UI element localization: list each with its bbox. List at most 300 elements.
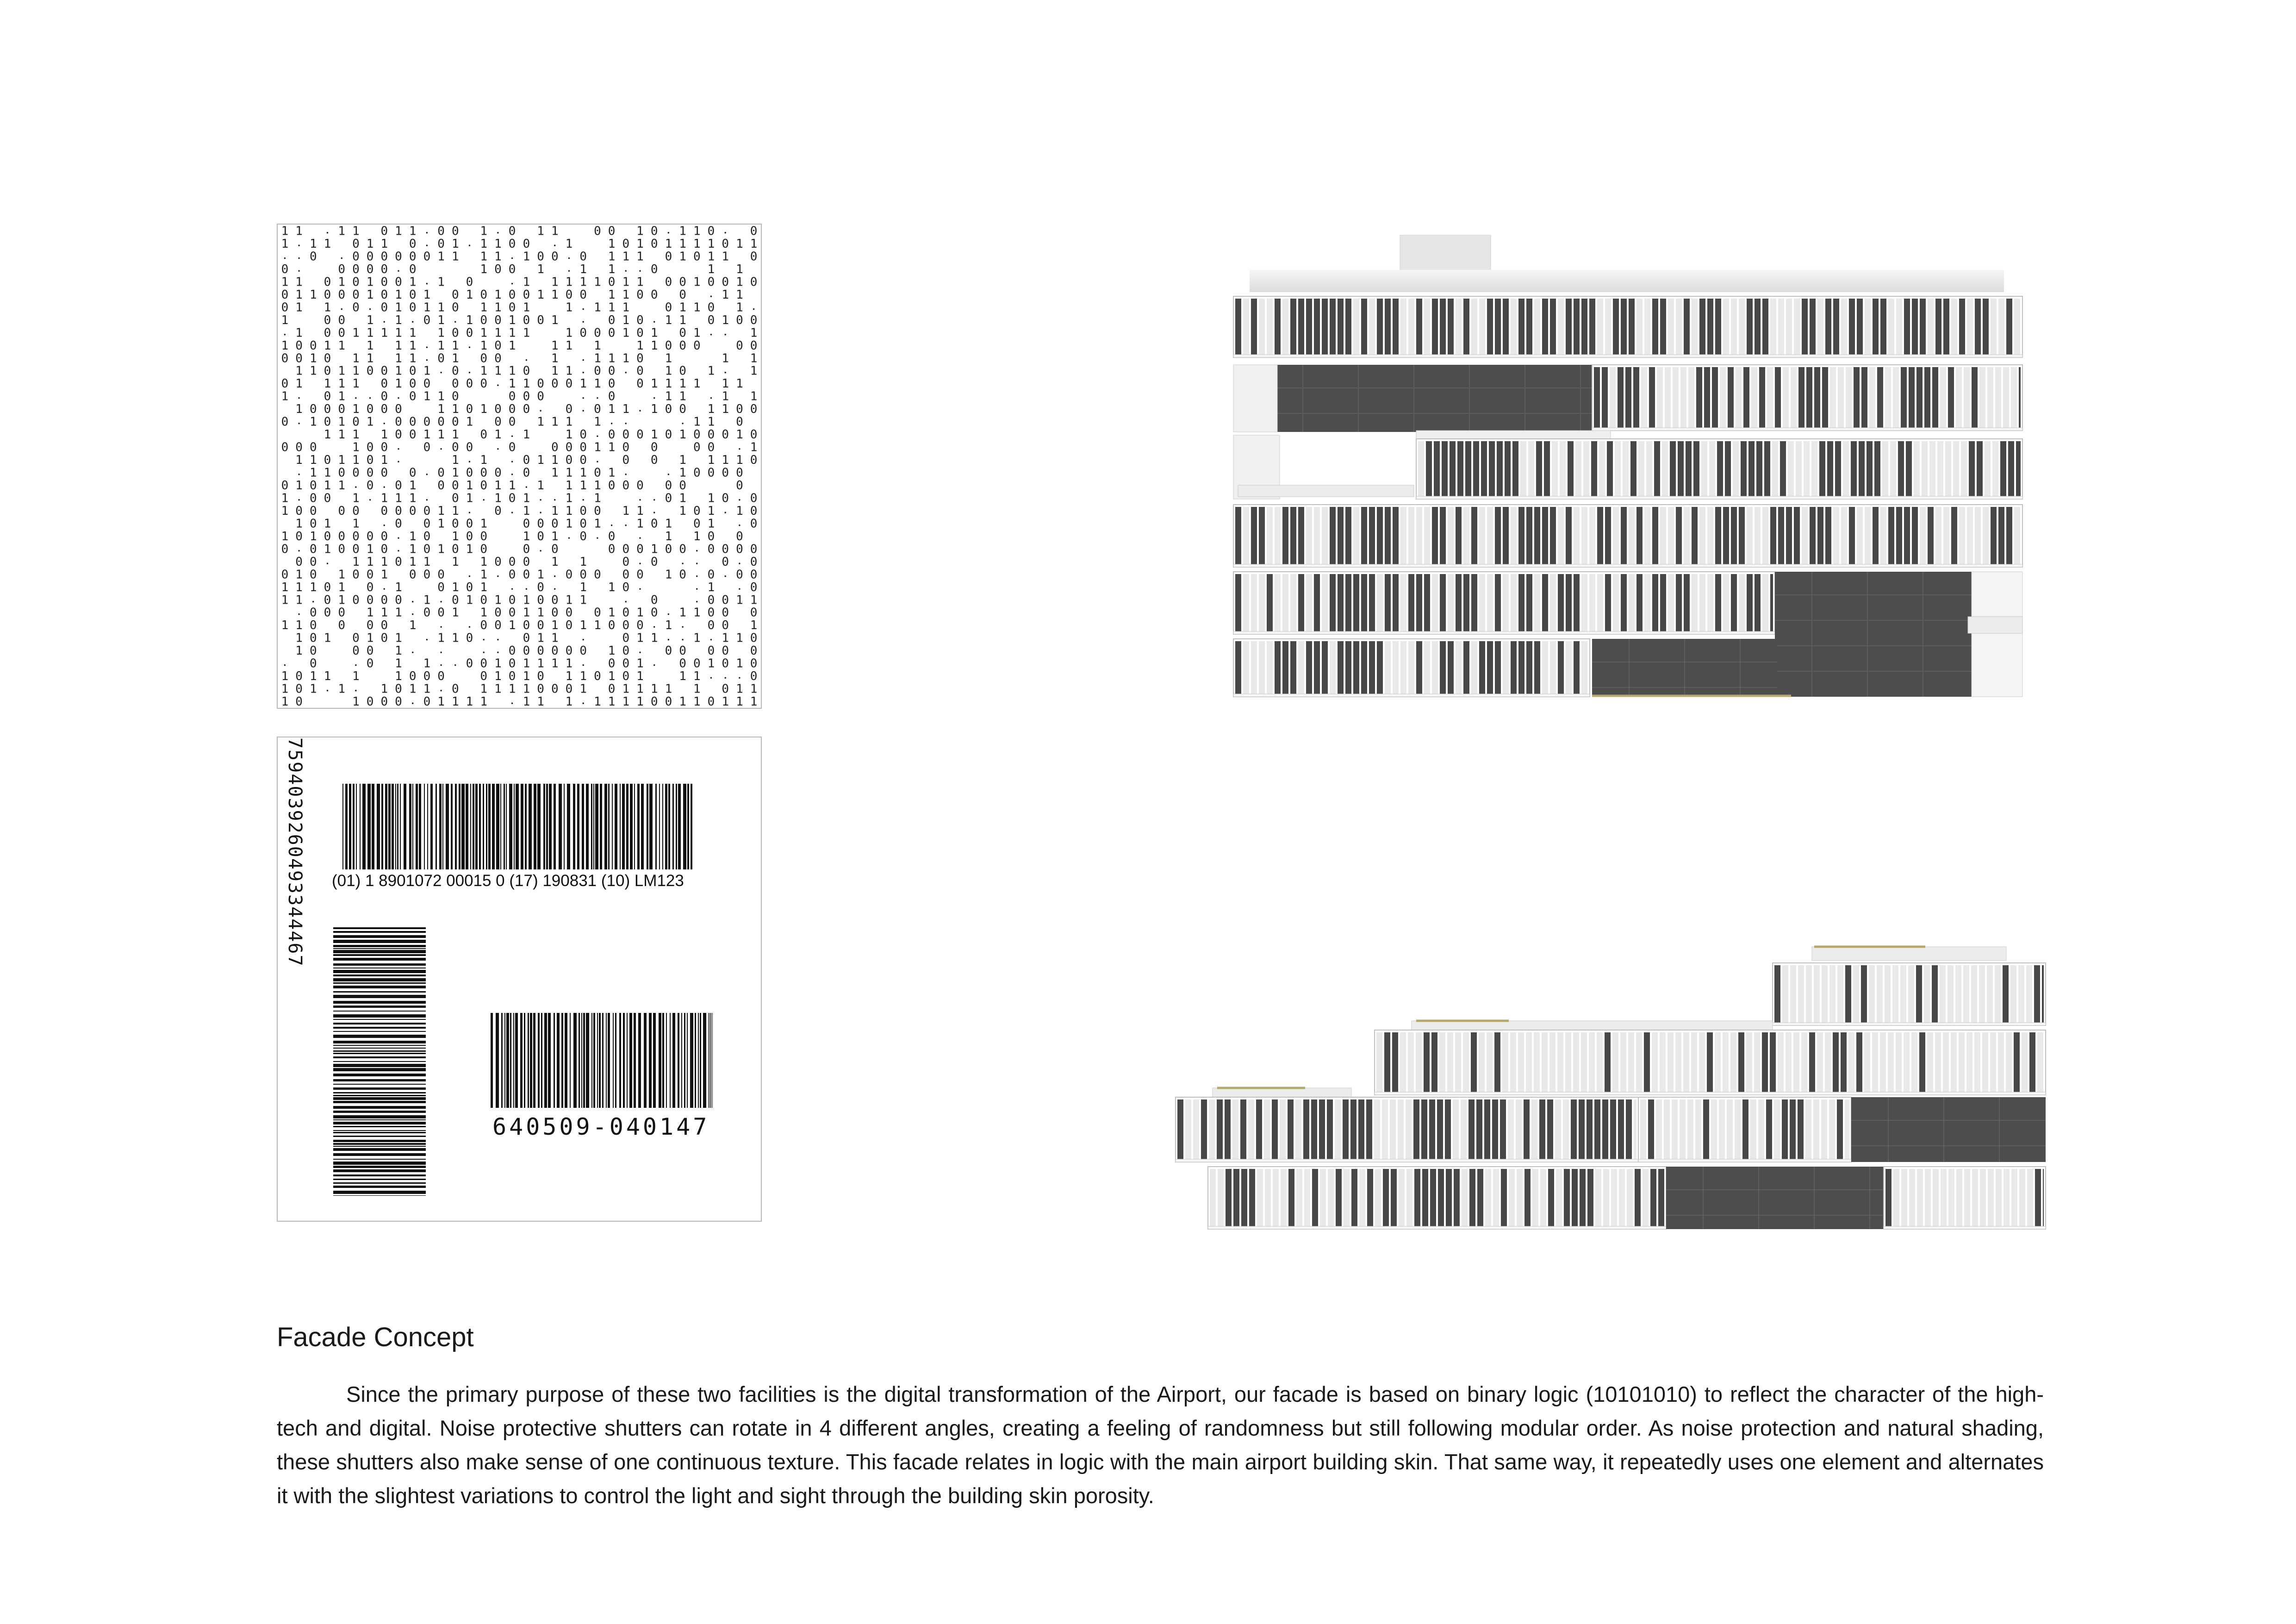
svg-text:1: 1	[579, 479, 587, 493]
svg-text:1: 1	[309, 351, 317, 366]
svg-text:1: 1	[423, 656, 431, 671]
svg-text:0: 0	[622, 644, 630, 658]
svg-text:1: 1	[451, 351, 459, 366]
svg-text:•: •	[709, 395, 713, 402]
svg-text:0: 0	[324, 351, 331, 366]
svg-text:1: 1	[324, 542, 331, 556]
svg-text:0: 0	[324, 402, 331, 417]
svg-text:1: 1	[551, 529, 559, 543]
svg-text:0: 0	[281, 440, 289, 455]
svg-text:1: 1	[437, 326, 445, 340]
svg-text:0: 0	[338, 504, 346, 518]
svg-text:0: 0	[650, 593, 658, 607]
svg-text:0: 0	[551, 593, 559, 607]
svg-text:0: 0	[579, 250, 587, 264]
svg-text:1: 1	[338, 428, 346, 442]
svg-text:1: 1	[281, 580, 289, 594]
svg-text:1: 1	[523, 593, 530, 607]
svg-text:•: •	[581, 357, 585, 364]
svg-text:1: 1	[338, 389, 346, 404]
svg-text:1: 1	[750, 364, 758, 378]
svg-text:1: 1	[608, 402, 616, 417]
svg-text:1: 1	[537, 479, 544, 493]
svg-text:0: 0	[451, 287, 459, 302]
svg-text:0: 0	[380, 250, 388, 264]
svg-text:0: 0	[451, 682, 459, 696]
svg-text:•: •	[638, 268, 642, 275]
svg-text:0: 0	[523, 517, 530, 531]
svg-text:•: •	[553, 497, 557, 504]
svg-text:•: •	[539, 497, 542, 504]
svg-text:0: 0	[508, 287, 516, 302]
svg-text:0: 0	[466, 275, 473, 289]
svg-text:•: •	[425, 344, 429, 351]
svg-text:0: 0	[494, 313, 502, 327]
svg-text:1: 1	[380, 568, 388, 582]
svg-text:•: •	[496, 382, 500, 389]
svg-text:0: 0	[409, 377, 417, 391]
svg-text:0: 0	[693, 250, 701, 264]
svg-text:•: •	[368, 395, 372, 402]
svg-text:0: 0	[608, 364, 616, 378]
svg-text:0: 0	[608, 377, 616, 391]
svg-text:0: 0	[679, 644, 686, 658]
svg-text:0: 0	[508, 555, 516, 569]
svg-text:0: 0	[508, 593, 516, 607]
svg-text:•: •	[482, 650, 485, 656]
svg-text:1: 1	[423, 428, 431, 442]
svg-text:0: 0	[650, 440, 658, 455]
svg-text:1: 1	[423, 682, 431, 696]
svg-text:0: 0	[324, 275, 331, 289]
svg-text:1: 1	[679, 428, 686, 442]
svg-text:1: 1	[750, 682, 758, 696]
svg-text:0: 0	[736, 313, 743, 327]
svg-text:0: 0	[707, 593, 715, 607]
svg-text:•: •	[397, 548, 400, 555]
svg-text:0: 0	[679, 568, 686, 582]
svg-text:0: 0	[281, 287, 289, 302]
roof-parapet	[1250, 270, 2004, 292]
svg-text:1: 1	[409, 682, 417, 696]
svg-text:1: 1	[665, 237, 672, 251]
svg-text:0: 0	[636, 287, 644, 302]
svg-text:0: 0	[423, 542, 431, 556]
svg-text:0: 0	[309, 631, 317, 645]
svg-text:1: 1	[679, 466, 686, 480]
svg-text:0: 0	[409, 389, 417, 404]
svg-text:1: 1	[750, 618, 758, 633]
svg-text:0: 0	[736, 479, 743, 493]
svg-text:0: 0	[338, 402, 346, 417]
svg-text:1: 1	[352, 351, 360, 366]
svg-text:1: 1	[707, 453, 715, 468]
svg-text:1: 1	[736, 237, 743, 251]
svg-text:1: 1	[366, 313, 374, 327]
svg-text:1: 1	[608, 695, 616, 708]
svg-text:1: 1	[693, 606, 701, 620]
svg-text:1: 1	[466, 287, 473, 302]
barcode-horizontal	[342, 784, 694, 869]
svg-text:1: 1	[622, 275, 630, 289]
svg-text:0: 0	[750, 453, 758, 468]
svg-text:1: 1	[281, 491, 289, 506]
svg-text:•: •	[510, 255, 514, 262]
svg-text:1: 1	[679, 669, 686, 684]
svg-text:0: 0	[395, 517, 402, 531]
svg-text:•: •	[297, 420, 301, 427]
svg-text:0: 0	[423, 313, 431, 327]
svg-text:1: 1	[324, 479, 331, 493]
svg-text:0: 0	[281, 262, 289, 276]
svg-text:0: 0	[466, 529, 473, 543]
svg-text:0: 0	[565, 568, 573, 582]
svg-text:•: •	[738, 586, 741, 593]
svg-text:1: 1	[451, 402, 459, 417]
svg-text:0: 0	[508, 225, 516, 238]
svg-text:0: 0	[366, 402, 374, 417]
svg-text:•: •	[581, 369, 585, 376]
svg-text:•: •	[496, 637, 500, 643]
svg-text:1: 1	[352, 225, 360, 238]
svg-text:1: 1	[636, 275, 644, 289]
svg-text:0: 0	[650, 606, 658, 620]
svg-text:1: 1	[451, 529, 459, 543]
svg-text:1: 1	[608, 466, 616, 480]
svg-text:1: 1	[736, 300, 743, 315]
svg-text:1: 1	[650, 542, 658, 556]
svg-text:0: 0	[537, 580, 544, 594]
svg-text:0: 0	[338, 542, 346, 556]
svg-text:•: •	[439, 599, 443, 606]
svg-text:0: 0	[508, 606, 516, 620]
svg-text:1: 1	[523, 682, 530, 696]
svg-text:0: 0	[466, 377, 473, 391]
svg-text:1: 1	[409, 529, 417, 543]
svg-text:1: 1	[622, 351, 630, 366]
svg-text:0: 0	[594, 466, 601, 480]
svg-text:•: •	[467, 344, 472, 351]
svg-text:1: 1	[494, 364, 502, 378]
svg-text:0: 0	[309, 338, 317, 353]
svg-text:1: 1	[281, 682, 289, 696]
svg-text:1: 1	[395, 287, 402, 302]
svg-text:•: •	[482, 637, 485, 643]
svg-text:0: 0	[338, 287, 346, 302]
svg-text:•: •	[666, 637, 671, 643]
svg-text:1: 1	[395, 300, 402, 315]
svg-text:•: •	[723, 509, 727, 516]
svg-text:1: 1	[451, 466, 459, 480]
svg-text:0: 0	[309, 618, 317, 633]
svg-text:0: 0	[409, 669, 417, 684]
svg-text:1: 1	[537, 606, 544, 620]
svg-text:0: 0	[636, 479, 644, 493]
svg-text:1: 1	[636, 504, 644, 518]
svg-text:1: 1	[594, 300, 601, 315]
svg-text:0: 0	[395, 275, 402, 289]
svg-text:0: 0	[508, 237, 516, 251]
svg-text:0: 0	[551, 440, 559, 455]
svg-text:•: •	[382, 319, 386, 325]
svg-text:1: 1	[395, 364, 402, 378]
svg-text:0: 0	[281, 542, 289, 556]
svg-text:1: 1	[594, 338, 601, 353]
svg-text:•: •	[738, 675, 741, 682]
svg-text:0: 0	[736, 415, 743, 429]
svg-text:1: 1	[636, 669, 644, 684]
svg-text:0: 0	[494, 351, 502, 366]
svg-text:1: 1	[594, 351, 601, 366]
svg-text:1: 1	[551, 555, 559, 569]
svg-text:1: 1	[380, 428, 388, 442]
svg-text:•: •	[653, 395, 656, 402]
svg-text:1: 1	[281, 338, 289, 353]
svg-text:1: 1	[523, 656, 530, 671]
svg-text:0: 0	[295, 529, 303, 543]
svg-text:1: 1	[693, 529, 701, 543]
svg-text:1: 1	[395, 669, 402, 684]
svg-text:0: 0	[693, 428, 701, 442]
svg-text:1: 1	[437, 275, 445, 289]
svg-text:0: 0	[366, 250, 374, 264]
svg-text:1: 1	[338, 338, 346, 353]
svg-text:1: 1	[451, 555, 459, 569]
svg-text:1: 1	[395, 606, 402, 620]
svg-text:1: 1	[665, 568, 672, 582]
svg-text:0: 0	[366, 529, 374, 543]
svg-text:1: 1	[281, 593, 289, 607]
svg-text:1: 1	[736, 428, 743, 442]
svg-text:1: 1	[395, 313, 402, 327]
svg-text:1: 1	[508, 338, 516, 353]
svg-text:•: •	[596, 395, 599, 402]
svg-text:1: 1	[736, 631, 743, 645]
svg-text:0: 0	[750, 225, 758, 238]
svg-text:0: 0	[508, 669, 516, 684]
svg-text:•: •	[311, 599, 315, 606]
svg-text:0: 0	[338, 313, 346, 327]
svg-text:0: 0	[636, 351, 644, 366]
svg-text:1: 1	[309, 237, 317, 251]
svg-text:0: 0	[722, 606, 729, 620]
svg-text:0: 0	[352, 262, 360, 276]
svg-text:0: 0	[309, 606, 317, 620]
svg-text:1: 1	[594, 377, 601, 391]
svg-text:0: 0	[451, 415, 459, 429]
svg-text:0: 0	[352, 287, 360, 302]
svg-text:0: 0	[281, 377, 289, 391]
svg-text:0: 0	[380, 364, 388, 378]
svg-text:1: 1	[722, 351, 729, 366]
svg-text:1: 1	[579, 593, 587, 607]
svg-text:0: 0	[480, 313, 488, 327]
svg-text:0: 0	[437, 606, 445, 620]
svg-text:0: 0	[707, 428, 715, 442]
svg-text:•: •	[510, 459, 514, 466]
svg-text:1: 1	[480, 338, 488, 353]
svg-text:0: 0	[451, 377, 459, 391]
svg-text:1: 1	[636, 682, 644, 696]
svg-text:•: •	[653, 509, 656, 516]
svg-text:1: 1	[707, 262, 715, 276]
svg-text:0: 0	[480, 287, 488, 302]
svg-text:0: 0	[565, 287, 573, 302]
svg-text:0: 0	[324, 529, 331, 543]
svg-text:1: 1	[480, 300, 488, 315]
svg-text:0: 0	[750, 313, 758, 327]
svg-text:1: 1	[494, 479, 502, 493]
svg-text:0: 0	[380, 225, 388, 238]
svg-text:0: 0	[508, 656, 516, 671]
svg-text:0: 0	[409, 504, 417, 518]
svg-text:0: 0	[523, 453, 530, 468]
svg-text:1: 1	[395, 338, 402, 353]
svg-text:1: 1	[352, 402, 360, 417]
svg-text:0: 0	[494, 338, 502, 353]
bottom-facade-fins	[1176, 947, 2046, 1229]
svg-text:1: 1	[338, 593, 346, 607]
svg-text:1: 1	[338, 415, 346, 429]
svg-text:0: 0	[608, 529, 616, 543]
svg-text:0: 0	[551, 542, 559, 556]
svg-text:0: 0	[608, 618, 616, 633]
svg-text:1: 1	[622, 504, 630, 518]
svg-text:1: 1	[466, 695, 473, 708]
svg-text:1: 1	[722, 287, 729, 302]
svg-text:•: •	[738, 560, 741, 567]
svg-text:•: •	[638, 650, 642, 656]
svg-text:0: 0	[309, 656, 317, 671]
svg-text:•: •	[439, 662, 443, 669]
svg-text:0: 0	[523, 237, 530, 251]
svg-text:•: •	[425, 281, 429, 287]
svg-text:0: 0	[565, 618, 573, 633]
svg-text:0: 0	[594, 669, 601, 684]
svg-text:1: 1	[295, 631, 303, 645]
svg-text:0: 0	[693, 517, 701, 531]
svg-text:0: 0	[722, 428, 729, 442]
svg-text:1: 1	[494, 287, 502, 302]
svg-text:1: 1	[309, 529, 317, 543]
svg-text:0: 0	[480, 351, 488, 366]
svg-text:1: 1	[608, 440, 616, 455]
svg-text:0: 0	[650, 262, 658, 276]
svg-text:0: 0	[537, 250, 544, 264]
svg-text:1: 1	[409, 326, 417, 340]
svg-text:1: 1	[551, 631, 559, 645]
svg-text:0: 0	[679, 364, 686, 378]
barcode-vertical-label: 7594039260493344467	[284, 737, 305, 967]
svg-text:1: 1	[451, 237, 459, 251]
svg-text:0: 0	[665, 300, 672, 315]
svg-text:•: •	[368, 497, 372, 504]
svg-text:•: •	[510, 281, 514, 287]
svg-text:1: 1	[395, 351, 402, 366]
svg-text:1: 1	[451, 631, 459, 645]
svg-text:0: 0	[736, 466, 743, 480]
svg-text:1: 1	[679, 313, 686, 327]
svg-text:0: 0	[466, 517, 473, 531]
svg-text:1: 1	[551, 364, 559, 378]
svg-text:1: 1	[508, 618, 516, 633]
svg-text:0: 0	[608, 313, 616, 327]
svg-text:0: 0	[395, 504, 402, 518]
svg-text:0: 0	[494, 555, 502, 569]
svg-text:1: 1	[565, 504, 573, 518]
svg-text:0: 0	[707, 542, 715, 556]
svg-text:0: 0	[622, 542, 630, 556]
svg-text:1: 1	[537, 415, 544, 429]
svg-text:0: 0	[480, 466, 488, 480]
svg-text:0: 0	[380, 542, 388, 556]
svg-text:1: 1	[679, 237, 686, 251]
svg-text:0: 0	[665, 428, 672, 442]
svg-text:0: 0	[750, 555, 758, 569]
svg-text:1: 1	[736, 453, 743, 468]
svg-text:•: •	[653, 624, 656, 631]
svg-text:•: •	[425, 230, 429, 237]
svg-text:•: •	[425, 243, 429, 249]
svg-text:1: 1	[551, 225, 559, 238]
svg-text:1: 1	[352, 428, 360, 442]
svg-text:0: 0	[451, 593, 459, 607]
svg-text:0: 0	[338, 326, 346, 340]
svg-text:0: 0	[480, 593, 488, 607]
svg-text:1: 1	[338, 453, 346, 468]
svg-text:•: •	[681, 637, 684, 643]
binary-pattern-panel	[277, 224, 762, 709]
svg-text:1: 1	[693, 300, 701, 315]
svg-text:•: •	[425, 357, 429, 364]
svg-text:•: •	[681, 420, 684, 427]
svg-text:1: 1	[480, 606, 488, 620]
svg-text:0: 0	[295, 440, 303, 455]
svg-text:1: 1	[338, 364, 346, 378]
svg-text:0: 0	[679, 542, 686, 556]
svg-text:0: 0	[324, 313, 331, 327]
svg-text:1: 1	[608, 287, 616, 302]
svg-text:0: 0	[622, 555, 630, 569]
svg-text:1: 1	[579, 262, 587, 276]
svg-text:1: 1	[295, 275, 303, 289]
svg-text:1: 1	[409, 618, 417, 633]
svg-text:0: 0	[352, 275, 360, 289]
svg-text:0: 0	[423, 529, 431, 543]
svg-text:1: 1	[750, 695, 758, 708]
svg-text:•: •	[368, 306, 372, 313]
svg-text:0: 0	[523, 287, 530, 302]
svg-text:0: 0	[722, 618, 729, 633]
svg-text:1: 1	[281, 275, 289, 289]
svg-text:0: 0	[324, 606, 331, 620]
svg-text:0: 0	[281, 351, 289, 366]
building-elevation-top	[1222, 231, 2036, 708]
svg-text:0: 0	[380, 466, 388, 480]
svg-text:0: 0	[565, 453, 573, 468]
svg-text:0: 0	[480, 529, 488, 543]
svg-text:1: 1	[608, 237, 616, 251]
svg-text:1: 1	[537, 656, 544, 671]
svg-text:0: 0	[338, 466, 346, 480]
svg-text:1: 1	[437, 338, 445, 353]
svg-text:0: 0	[693, 504, 701, 518]
svg-text:•: •	[297, 548, 301, 555]
svg-text:1: 1	[480, 225, 488, 238]
svg-text:0: 0	[423, 568, 431, 582]
svg-text:1: 1	[324, 377, 331, 391]
svg-text:1: 1	[494, 491, 502, 506]
